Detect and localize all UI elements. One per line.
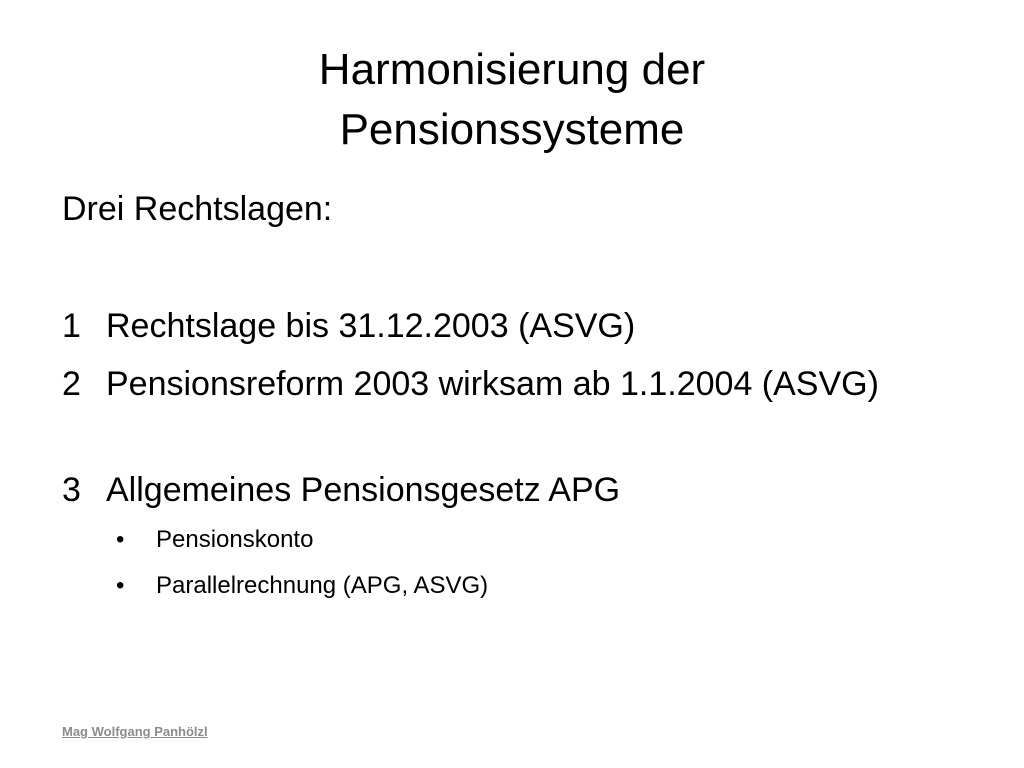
slide-title xyxy=(150,40,874,160)
numbered-list xyxy=(62,302,962,614)
list-item-text: Allgemeines Pensionsgesetz APG xyxy=(106,471,621,509)
intro-text: Drei Rechtslagen: xyxy=(62,190,333,228)
sublist-item xyxy=(106,568,962,604)
author-footer-link[interactable]: Mag Wolfgang Panhölzl xyxy=(62,724,208,739)
list-item-number: 1 xyxy=(62,307,81,345)
sublist-item xyxy=(106,522,962,558)
list-item xyxy=(62,360,962,408)
list-item xyxy=(62,302,962,350)
sublist-item-text: Parallelrechnung (APG, ASVG) xyxy=(156,572,489,599)
list-item xyxy=(62,466,962,604)
sublist-item-text: Pensionskonto xyxy=(156,526,314,553)
bullet-icon: • xyxy=(116,526,125,553)
list-item-text: Rechtslage bis 31.12.2003 (ASVG) xyxy=(106,307,636,345)
slide-title-line: Pensionssysteme xyxy=(339,105,685,154)
list-item-number: 3 xyxy=(62,471,81,509)
list-item-text: Pensionsreform 2003 wirksam ab 1.1.2004 (ASVG) xyxy=(106,365,879,403)
bullet-icon: • xyxy=(116,572,125,599)
list-item-number: 2 xyxy=(62,365,81,403)
slide-title-line: Harmonisierung der xyxy=(318,45,706,94)
bullet-sublist xyxy=(106,522,962,604)
